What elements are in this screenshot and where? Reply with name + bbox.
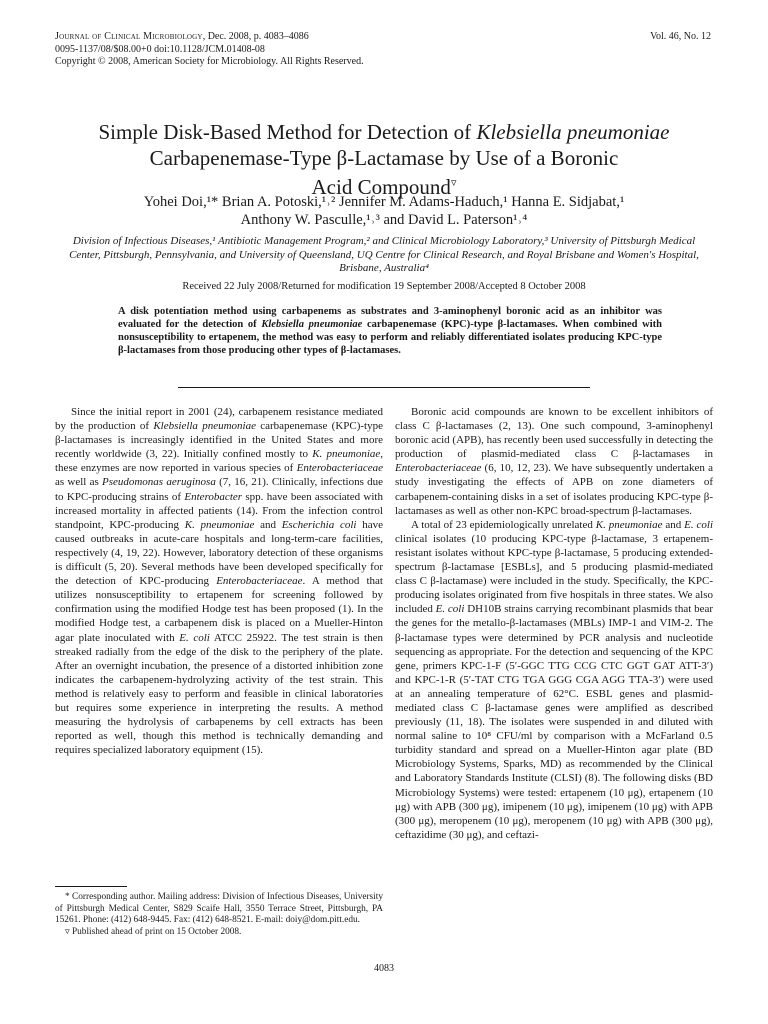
right-column <box>395 405 713 842</box>
footnote-published: ▿ Published ahead of print on 15 October 2008. <box>65 926 242 937</box>
abstract-divider <box>178 387 590 388</box>
authors-line-2: Anthony W. Pasculle,¹˒³ and David L. Paterson¹˒⁴ <box>240 212 528 228</box>
authors-line-1: Yohei Doi,¹* Brian A. Potoski,¹˒² Jennifer M. Adams-Haduch,¹ Hanna E. Sidjabat,¹ <box>143 194 625 210</box>
footnote-divider <box>55 886 127 887</box>
author-list <box>40 193 728 229</box>
title-line-2: Carbapenemase-Type β-Lactamase by Use of a Boronic <box>149 145 619 170</box>
footnote-corresponding: * Corresponding author. Mailing address: Division of Infectious Diseases, University of Pittsburgh Medical Center, S829 Scaife Hall, 3550 Terrace Street, Pittsburgh, PA 15261. Phone: (412) 648-9445. Fax: (412) 648-8521. E-mail: doiy@dom.pitt.edu. <box>55 892 383 925</box>
abstract-text-end: carbapenemase (KPC)-type β-lactamases. When combined with nonsusceptibility to ertapenem, the method was easy to perform and reliably differentiated isolates producing KPC-type β-lactamases from those producing other types of β-lactamases. <box>118 319 662 357</box>
paragraph: A total of 23 epidemiologically unrelated K. pneumoniae and E. coli clinical isolates (10 producing KPC-type β-lactamase, 3 ertapenem-resistant isolates without KPC-type β-lactamase, 5 producing extended-spectrum β-lactamase [ESBLs], and 5 producing plasmid-mediated class C β-lactamase) were included in the study. Specifically, the KPC-producing isolates originated from five hospitals in three states. We also included E. coli DH10B strains carrying recombinant plasmids that bear the genes for the metallo-β-lactamases (MBLs) IMP-1 and VIM-2. The β-lactamase types were determined by PCR analysis and nucleotide sequencing as appropriate. For the detection and sequencing of the KPC gene, primers KPC-1-F (5′-GGC TTG CCG CTC GGT GAT ATT-3′) and KPC-1-R (5′-TAT CTG TGA GGG CGA AGG TTA-3′) were used at an annealing temperature of 62°C. ESBL genes and plasmid-mediated class C β-lactamase genes were amplified as described previously (11, 18). The isolates were suspended in and diluted with normal saline to 10⁸ CFU/ml by comparison with a McFarland 0.5 turbidity standard and spread on a Mueller-Hinton agar plate (BD Microbiology Systems, Sparks, MD) as recommended by the Clinical and Laboratory Standards Institute (CLSI) (8). The following disks (BD Microbiology Systems) were tested: ertapenem (10 μg), ertapenem (10 μg) with APB (300 μg), imipenem (10 μg), imipenem (10 μg) with APB (300 μg), meropenem (10 μg), meropenem (10 μg) with APB (300 μg), ceftazidime (30 μg), and ceftazi- <box>395 518 714 841</box>
abstract <box>118 305 662 357</box>
running-header <box>55 31 364 69</box>
left-column <box>55 405 383 757</box>
page-number: 4083 <box>374 963 394 974</box>
copyright-line: Copyright © 2008, American Society for Microbiology. All Rights Reserved. <box>55 56 364 68</box>
paragraph: Boronic acid compounds are known to be excellent inhibitors of class C β-lactamases (2, 13). One such compound, 3-aminophenyl boronic acid (APB), has recently been used successfully in detecting the production of plasmid-mediated class C β-lactamases in Enterobacteriaceae (6, 10, 12, 23). We have subsequently undertaken a study investigating the effects of APB on zone diameters of carbapenem-containing disks in a set of isolates producing KPC-type β-lactamases as well as other non-KPC broad-spectrum β-lactamases. <box>395 406 713 517</box>
journal-name: Journal of Clinical Microbiology <box>55 31 203 42</box>
epub-mark: ▿ <box>450 177 457 189</box>
title-text: Simple Disk-Based Method for Detection of <box>98 120 477 144</box>
issn-doi-line: 0095-1137/08/$08.00+0 doi:10.1128/JCM.01408-08 <box>55 43 265 55</box>
paragraph: Since the initial report in 2001 (24), carbapenem resistance mediated by the production of Klebsiella pneumoniae carbapenemase (KPC)-type β-lactamases is increasingly identified in the United States and more recently worldwide (3, 22). Initially confined mostly to K. pneumoniae, these enzymes are now reported in various species of Enterobacteriaceae as well as Pseudomonas aeruginosa (7, 16, 21). Clinically, infections due to KPC-producing strains of Enterobacter spp. have been associated with increased mortality in affected patients (14). From the infection control standpoint, KPC-producing K. pneumoniae and Escherichia coli have caused outbreaks in acute-care hospitals and long-term-care facilities, respectively (4, 19, 22). However, laboratory detection of these organisms is difficult (5, 20). Several methods have been developed specifically for the detection of KPC-producing Enterobacteriaceae. A method that utilizes nonsusceptibility to ertapenem for screening followed by confirmation using the modified Hodge test has been proposed (1). In the modified Hodge test, a carbapenem disk is placed on a Mueller-Hinton agar plate inoculated with E. coli ATCC 25922. The test strain is then streaked radially from the edge of the disk to the periphery of the plate. After an overnight incubation, the presence of a distorted inhibition zone indicates the carbapenem-hydrolyzing activity of the test strain. This method is relatively easy to perform and feasible in clinical laboratories but requires some experience in interpreting the results. A method measuring the hydrolysis of carbapenems by cell extracts has been reported as well, though this method is technically demanding and requires specialized laboratory equipment (15). <box>55 406 384 757</box>
volume-label: Vol. 46, No. 12 <box>650 31 711 42</box>
issue-line: , Dec. 2008, p. 4083–4086 <box>202 31 309 42</box>
received-dates: Received 22 July 2008/Returned for modification 19 September 2008/Accepted 8 October 2008 <box>182 281 586 292</box>
abstract-text: A disk potentiation method using carbapenems as substrates and 3-aminophenyl boronic acid as an inhibitor was evaluated for the detection of <box>118 306 662 331</box>
article-title <box>40 120 728 201</box>
title-line-3: Acid Compound <box>311 175 451 199</box>
affiliations: Division of Infectious Diseases,¹ Antibiotic Management Program,² and Clinical Microbiology Laboratory,³ University of Pittsburgh Medical Center, Pittsburgh, Pennsylvania, and University of Queensland, UQ Centre for Clinical Research, and Royal Brisbane and Women's Hospital, Brisbane, Australia⁴ <box>69 235 699 275</box>
abstract-species: Klebsiella pneumoniae <box>261 319 363 331</box>
footnotes <box>55 892 383 938</box>
title-species: Klebsiella pneumoniae <box>476 120 670 144</box>
